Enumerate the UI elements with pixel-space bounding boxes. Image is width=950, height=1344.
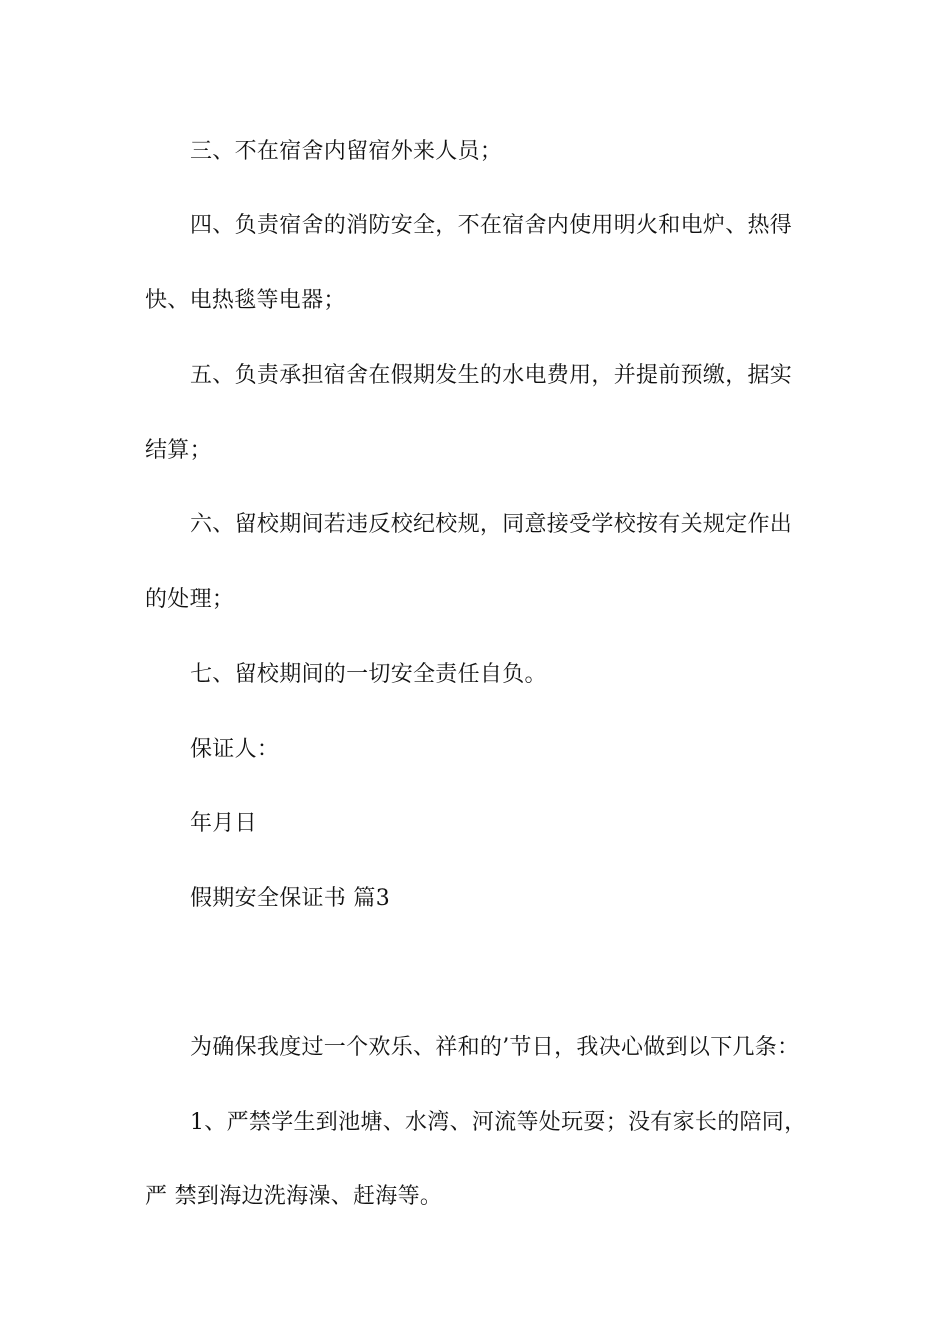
paragraph-item-5-line-2: 结算； — [145, 438, 212, 463]
paragraph-item-3: 三、不在宿舍内留宿外来人员； — [190, 139, 503, 164]
paragraph-item-6-line-2: 的处理； — [145, 587, 235, 612]
section-heading: 假期安全保证书 篇3 — [190, 886, 390, 911]
date-line: 年月日 — [190, 811, 257, 836]
paragraph-item-4-line-1: 四、负责宿舍的消防安全，不在宿舍内使用明火和电炉、热得 — [190, 213, 793, 238]
paragraph-item-4-line-2: 快、电热毯等电器； — [145, 288, 346, 313]
rule-1-line-1: 1、严禁学生到池塘、水湾、河流等处玩耍；没有家长的陪同， — [190, 1110, 807, 1135]
paragraph-item-6-line-1: 六、留校期间若违反校纪校规，同意接受学校按有关规定作出 — [190, 512, 793, 537]
intro-paragraph: 为确保我度过一个欢乐、祥和的’节日，我决心做到以下几条： — [190, 1035, 800, 1060]
guarantor-label: 保证人： — [190, 737, 280, 762]
rule-1-line-2: 严 禁到海边洗海澡、赶海等。 — [145, 1184, 443, 1209]
paragraph-item-5-line-1: 五、负责承担宿舍在假期发生的水电费用，并提前预缴，据实 — [190, 363, 793, 388]
paragraph-item-7: 七、留校期间的一切安全责任自负。 — [190, 662, 547, 687]
